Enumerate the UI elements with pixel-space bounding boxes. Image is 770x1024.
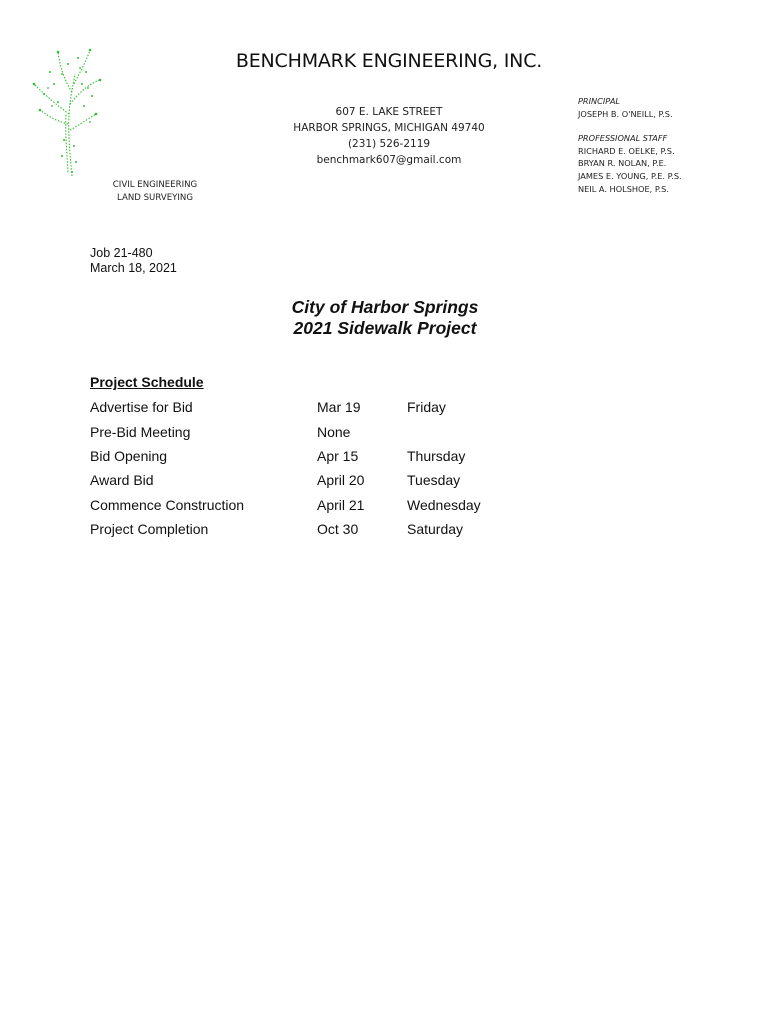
schedule-item: Advertise for Bid [90, 399, 193, 415]
schedule-date: Oct 30 [317, 521, 359, 537]
phone-number: (231) 526-2119 [347, 138, 431, 150]
job-info [90, 246, 177, 276]
title-line-2: 2021 Sidewalk Project [293, 318, 477, 338]
schedule-heading: Project Schedule [90, 374, 204, 390]
staff-member: RICHARD E. OELKE, P.S. [578, 145, 675, 156]
staff-member: NEIL A. HOLSHOE, P.S. [578, 183, 669, 194]
service-civil-engineering: CIVIL ENGINEERING [112, 180, 198, 190]
schedule-day: Tuesday [407, 472, 461, 488]
schedule-day: Friday [407, 399, 446, 415]
job-number: Job 21-480 [90, 246, 153, 260]
schedule-date: None [317, 424, 351, 440]
schedule-item: Pre-Bid Meeting [90, 424, 191, 440]
schedule-day: Saturday [407, 521, 464, 537]
company-name: BENCHMARK ENGINEERING, INC. [235, 50, 543, 72]
email-address[interactable]: benchmark607@gmail.com [316, 154, 462, 166]
job-date: March 18, 2021 [90, 261, 177, 275]
service-land-surveying: LAND SURVEYING [116, 193, 194, 203]
schedule-item: Award Bid [90, 472, 154, 488]
title-line-1: City of Harbor Springs [291, 297, 479, 317]
address-street: 607 E. LAKE STREET [335, 106, 443, 118]
document-title [180, 297, 590, 339]
schedule-day: Wednesday [407, 497, 481, 513]
schedule-item: Project Completion [90, 521, 209, 537]
staff-member: JAMES E. YOUNG, P.E. P.S. [578, 170, 682, 181]
staff-member: BRYAN R. NOLAN, P.E. [578, 158, 667, 169]
professional-staff-heading: PROFESSIONAL STAFF [578, 133, 668, 144]
schedule-date: April 21 [317, 497, 365, 513]
address-city: HARBOR SPRINGS, MICHIGAN 49740 [293, 122, 485, 134]
schedule-date: Mar 19 [317, 399, 361, 415]
staff-list [578, 95, 766, 195]
schedule-item: Commence Construction [90, 497, 245, 513]
schedule-day: Thursday [407, 448, 466, 464]
schedule-date: Apr 15 [317, 448, 359, 464]
principal-name: JOSEPH B. O'NEILL, P.S. [578, 108, 673, 119]
address-block [250, 104, 528, 168]
principal-heading: PRINCIPAL [578, 96, 620, 106]
services-block [100, 179, 210, 205]
schedule-item: Bid Opening [90, 448, 168, 464]
tree-icon [28, 44, 106, 180]
schedule-date: April 20 [317, 472, 365, 488]
